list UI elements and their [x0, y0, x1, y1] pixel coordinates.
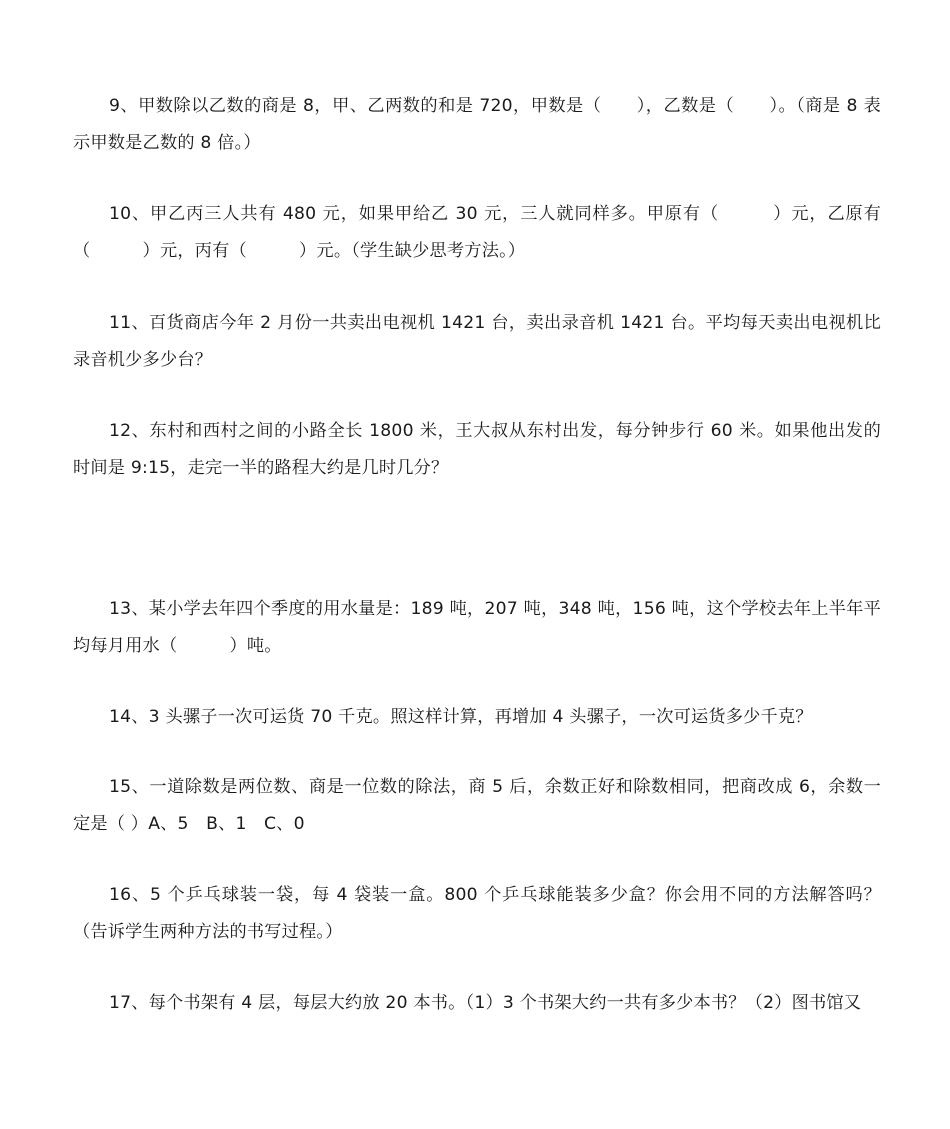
- problem-9: 9、甲数除以乙数的商是 8，甲、乙两数的和是 720，甲数是（ ），乙数是（ ）。（商是 8 表示甲数是乙数的 8 倍。）: [73, 96, 881, 153]
- problem-15: 15、一道除数是两位数、商是一位数的除法，商 5 后，余数正好和除数相同，把商改成 6，余数一定是（ ）A、5 B、1 C、0: [73, 777, 881, 834]
- problem-11: 11、百货商店今年 2 月份一共卖出电视机 1421 台，卖出录音机 1421 台。平均每天卖出电视机比录音机少多少台？: [73, 313, 881, 370]
- problem-10: 10、甲乙丙三人共有 480 元，如果甲给乙 30 元，三人就同样多。甲原有（ ）元，乙原有（ ）元，丙有（ ）元。（学生缺少思考方法。）: [73, 204, 881, 261]
- problem-17: 17、每个书架有 4 层，每层大约放 20 本书。（1）3 个书架大约一共有多少本书？（2）图书馆又: [109, 993, 862, 1013]
- problem-13: 13、某小学去年四个季度的用水量是：189 吨，207 吨，348 吨，156 吨，这个学校去年上半年平均每月用水（ ）吨。: [73, 599, 881, 656]
- problem-12: 12、东村和西村之间的小路全长 1800 米，王大叔从东村出发，每分钟步行 60 米。如果他出发的时间是 9:15，走完一半的路程大约是几时几分？: [73, 421, 881, 478]
- problem-16: 16、5 个乒乓球装一袋，每 4 袋装一盒。800 个乒乓球能装多少盒？你会用不同的方法解答吗？（告诉学生两种方法的书写过程。）: [73, 885, 881, 942]
- problem-14: 14、3 头骡子一次可运货 70 千克。照这样计算，再增加 4 头骡子，一次可运货多少千克？: [109, 707, 813, 727]
